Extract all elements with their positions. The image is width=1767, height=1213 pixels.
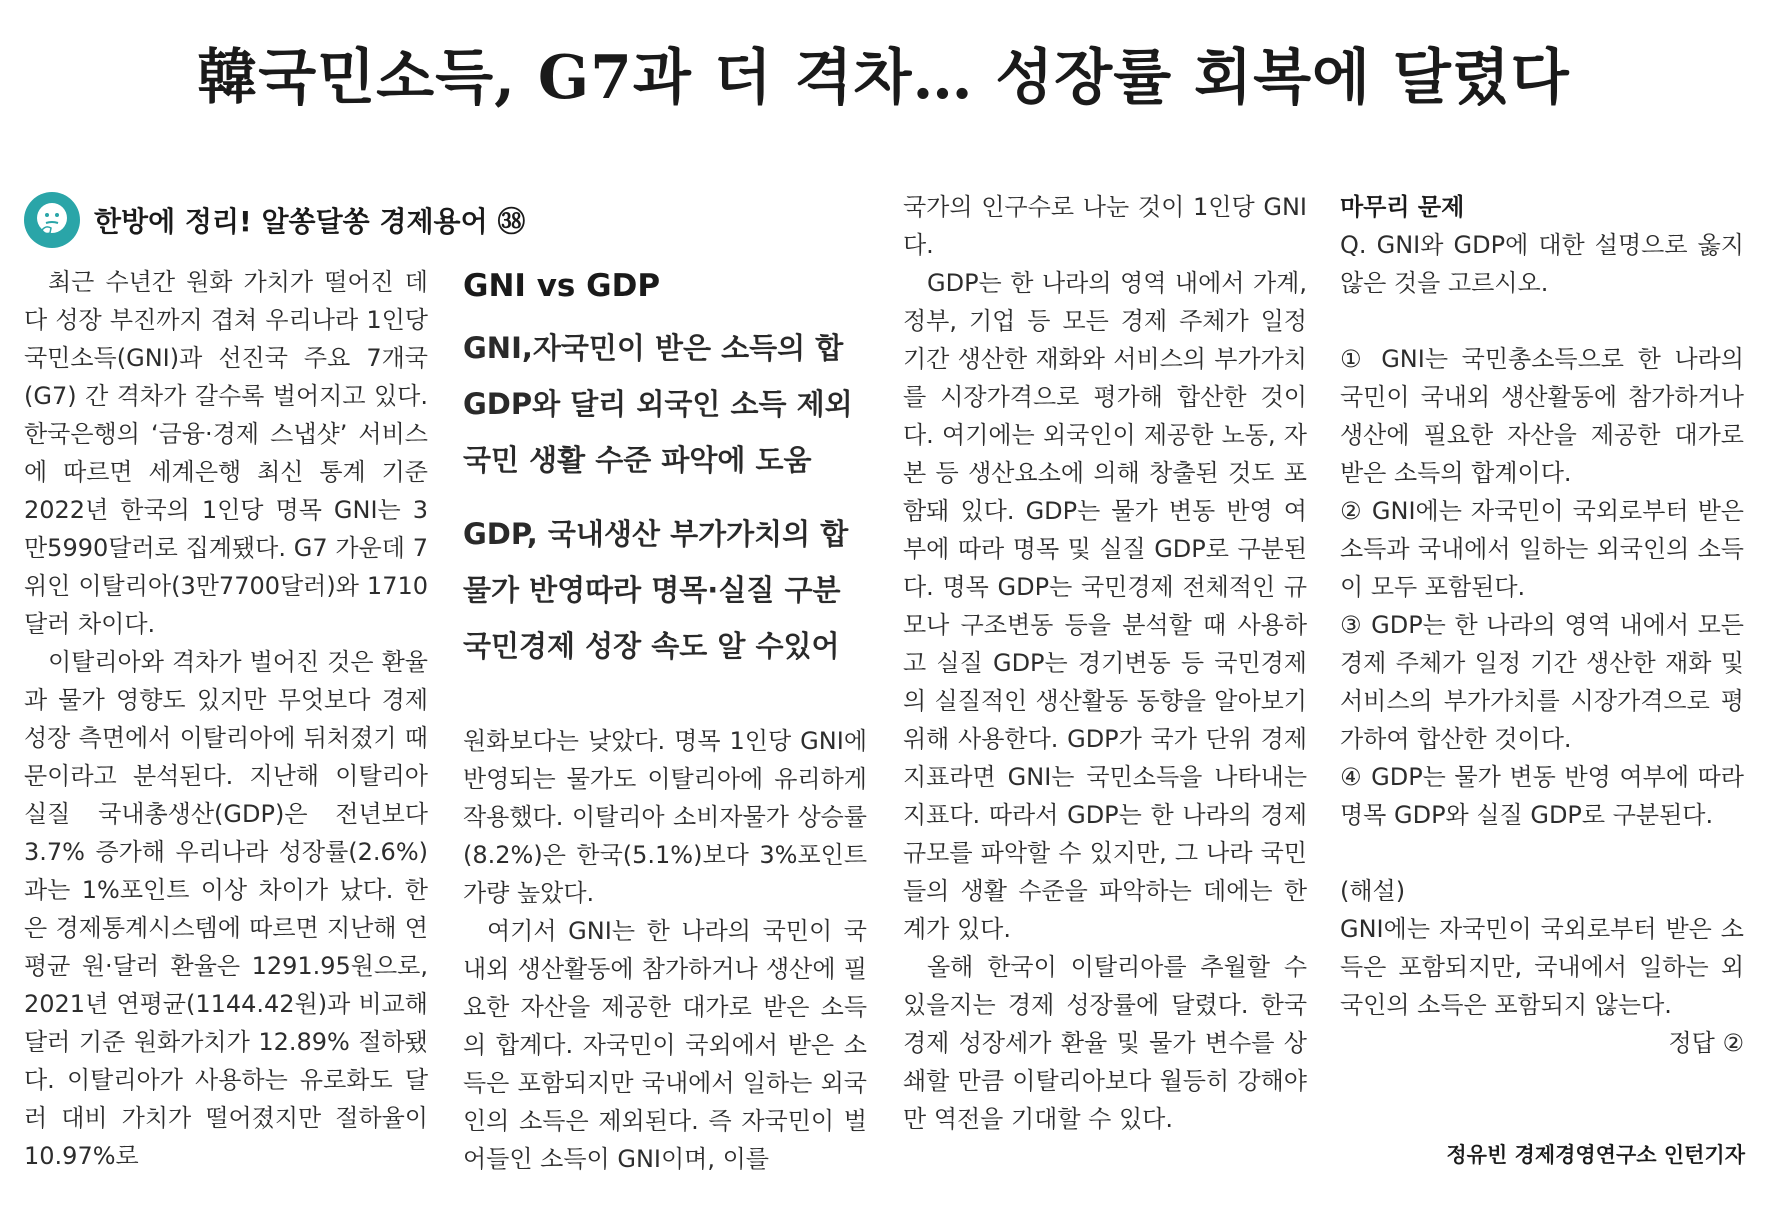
article-column-1	[24, 263, 428, 1175]
article-column-3	[903, 188, 1307, 1138]
quiz-question: Q. GNI와 GDP에 대한 설명으로 옳지 않은 것을 고르시오.	[1340, 231, 1744, 297]
quiz-explanation-label: (해설)	[1340, 877, 1406, 905]
series-banner	[24, 190, 525, 250]
subheadline-gni-line: GNI,자국민이 받은 소득의 합	[463, 331, 844, 365]
byline: 정유빈 경제경영연구소 인턴기자	[1446, 1143, 1745, 1167]
quiz-explanation: GNI에는 자국민이 국외로부터 받은 소득은 포함되지만, 국내에서 일하는 외국인의 소득은 포함되지 않는다.	[1340, 915, 1744, 1019]
body-paragraph: 여기서 GNI는 한 나라의 국민이 국내외 생산활동에 참가하거나 생산에 필요한 자산을 제공한 대가로 받은 소득의 합계다. 자국민이 국외에서 받은 소득은 포함되지만 국내에서 일하는 외국인의 소득은 제외된다. 즉 자국민이 벌어들인 소득이 GNI이며, 이를	[463, 917, 867, 1173]
subheadline-gdp-line: 국민경제 성장 속도 알 수있어	[463, 629, 840, 663]
quiz-column	[1340, 188, 1744, 1062]
subheadline-block	[463, 262, 867, 674]
subheadline-gdp-line: 물가 반영따라 명목·실질 구분	[463, 573, 841, 607]
body-paragraph: GDP는 한 나라의 영역 내에서 가계, 정부, 기업 등 모든 경제 주체가 일정 기간 생산한 재화와 서비스의 부가가치를 시장가격으로 평가해 합산한 것이다. 여기에는 외국인이 제공한 노동, 자본 등 생산요소에 의해 창출된 것도 포함돼 있다. GDP는 물가 변동 반영 여부에 따라 명목 및 실질 GDP로 구분된다. 명목 GDP는 국민경제 전체적인 규모나 구조변동 등을 분석할 때 사용하고 실질 GDP는 경기변동 등 국민경제의 실질적인 생산활동 동향을 알아보기 위해 사용한다. GDP가 국가 단위 경제지표라면 GNI는 국민소득을 나타내는 지표다. 따라서 GDP는 한 나라의 경제 규모를 파악할 수 있지만, 그 나라 국민들의 생활 수준을 파악하는 데에는 한계가 있다.	[903, 269, 1307, 943]
article-column-2	[463, 722, 867, 1178]
subheadline-main: GNI vs GDP	[463, 268, 661, 304]
subheadline-gni-line: 국민 생활 수준 파악에 도움	[463, 443, 812, 477]
quiz-option: ② GNI에는 자국민이 국외로부터 받은 소득과 국내에서 일하는 외국인의 소득이 모두 포함된다.	[1340, 497, 1744, 601]
quiz-option: ④ GDP는 물가 변동 반영 여부에 따라 명목 GDP와 실질 GDP로 구분된다.	[1340, 763, 1744, 829]
subheadline-gni-line: GDP와 달리 외국인 소득 제외	[463, 387, 853, 421]
quiz-section-title: 마무리 문제	[1340, 193, 1465, 221]
subheadline-gdp-line: GDP, 국내생산 부가가치의 합	[463, 517, 849, 551]
body-paragraph: 이탈리아와 격차가 벌어진 것은 환율과 물가 영향도 있지만 무엇보다 경제성장 측면에서 이탈리아에 뒤처졌기 때문이라고 분석된다. 지난해 이탈리아 실질 국내총생산(GDP)은 전년보다 3.7% 증가해 우리나라 성장률(2.6%)과는 1%포인트 이상 차이가 났다. 한은 경제통계시스템에 따르면 지난해 연평균 원·달러 환율은 1291.95원으로, 2021년 연평균(1144.42원)과 비교해 달러 기준 원화가치가 12.89% 절하됐다. 이탈리아가 사용하는 유로화도 달러 대비 가치가 떨어졌지만 절하율이 10.97%로	[24, 648, 428, 1170]
quiz-option: ③ GDP는 한 나라의 영역 내에서 모든 경제 주체가 일정 기간 생산한 재화 및 서비스의 부가가치를 시장가격으로 평가하여 합산한 것이다.	[1340, 611, 1744, 753]
series-title: 한방에 정리! 알쏭달쏭 경제용어 ㊳	[94, 205, 526, 238]
quiz-answer: 정답 ②	[1668, 1029, 1744, 1057]
quiz-option: ① GNI는 국민총소득으로 한 나라의 국민이 국내외 생산활동에 참가하거나 생산에 필요한 자산을 제공한 대가로 받은 소득의 합계이다.	[1340, 345, 1744, 487]
headline: 韓국민소득, G7과 더 격차… 성장률 회복에 달렸다	[197, 43, 1570, 113]
body-paragraph: 최근 수년간 원화 가치가 떨어진 데다 성장 부진까지 겹쳐 우리나라 1인당 국민소득(GNI)과 선진국 주요 7개국(G7) 간 격차가 갈수록 벌어지고 있다. 한국은행의 ‘금융·경제 스냅샷’ 서비스에 따르면 세계은행 최신 통계 기준 2022년 한국의 1인당 명목 GNI는 3만5990달러로 집계됐다. G7 가운데 7위인 이탈리아(3만7700달러)와 1710달러 차이다.	[24, 268, 428, 638]
thinking-face-icon	[24, 192, 80, 248]
body-paragraph: 국가의 인구수로 나눈 것이 1인당 GNI다.	[903, 193, 1307, 259]
body-paragraph: 올해 한국이 이탈리아를 추월할 수 있을지는 경제 성장률에 달렸다. 한국 경제 성장세가 환율 및 물가 변수를 상쇄할 만큼 이탈리아보다 월등히 강해야만 역전을 기대할 수 있다.	[903, 953, 1307, 1133]
body-paragraph: 원화보다는 낮았다. 명목 1인당 GNI에 반영되는 물가도 이탈리아에 유리하게 작용했다. 이탈리아 소비자물가 상승률(8.2%)은 한국(5.1%)보다 3%포인트가량 높았다.	[463, 727, 867, 907]
